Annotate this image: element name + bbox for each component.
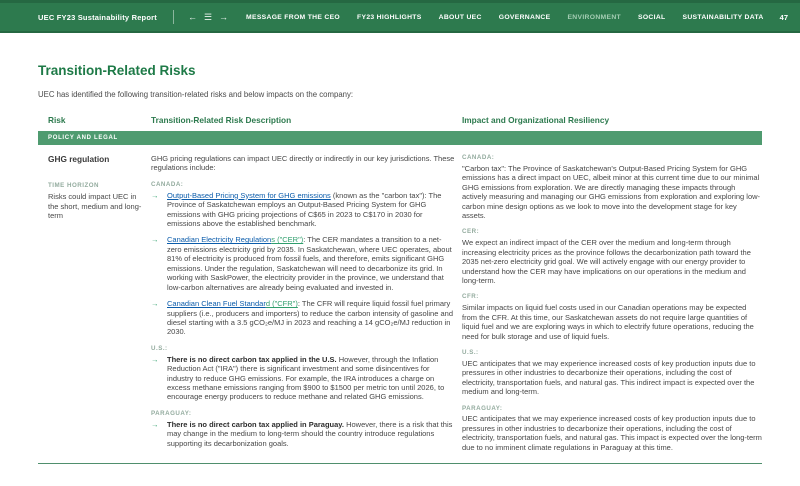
page-title: Transition-Related Risks [38,63,196,78]
report-title: UEC FY23 Sustainability Report [38,12,157,22]
bullet-text [167,191,456,229]
transition-risks-table [38,115,762,464]
bullet-body: (known as the "carbon tax"): The Province of Saskatchewan employs an Output-Based Pricing System for GHG emissions with GHG pricing projections of C$65 in 2023 to C$170 in 2030 for emissions above the established benchmark. [167,190,442,228]
jurisdiction-label-us: U.S.: [151,344,168,352]
list-item [151,235,456,292]
category-banner-label: POLICY AND LEGAL [48,135,118,141]
bullet-body: : The CER mandates a transition to a net-zero emissions electricity grid by 2035. In Saskatchewan, where UEC operates, about 81% of electricity is produced from fossil fuels, and therefore, emits significant GHG emissions. Under the regulation, Saskatchewan will need to decarbonize its grid. In working with SaskPower, the electricity provider in the province, we understand that low-carbon alternatives are already being evaluated and invested in. [167,235,452,292]
impact-canada: "Carbon tax": The Province of Saskatchewan's Output-Based Pricing System for GHG emissions has a direct impact on UEC, albeit minor at this current time due to our minimal GHG emissions from exploration. We are directly managing these impacts through actively measuring and managing our GHG emissions from exploration and exploring low-carbon mine design options as we look to move into the development stage for key assets. [462,163,761,220]
table-bottom-border [38,463,762,464]
bullet-text [167,299,456,337]
risk-column [38,154,145,459]
bullet-arrow-icon: → [151,354,159,364]
menu-icon[interactable]: ☰ [203,11,213,22]
nav-item-environment[interactable]: ENVIRONMENT [567,13,621,21]
nav-item-about-uec[interactable]: ABOUT UEC [438,13,482,21]
impact-paraguay: UEC anticipates that we may experience increased costs of key production inputs due to pressures in other industries to decarbonize their operations, including the cost of electricity, transportation fuels, and natural gas. This impact is expected over the long-term due to no imminent climate regulations in Paraguay at this time. [462,414,762,452]
bullet-lead: There is no direct carbon tax applied in the U.S. [167,354,337,364]
bullet-body: : The CFR will require liquid fossil fuel primary suppliers (i.e., producers and importers) to reduce the carbon intensity of gasoline and diesel starting with a 3.5 gCO₂e/MJ in 2023 and reaching a 14 gCO₂e/MJ reduction in 2030. [167,299,453,337]
list-item [151,299,456,337]
list-item [151,355,456,402]
column-header-description: Transition-Related Risk Description [151,115,292,125]
bullet-lead: There is no direct carbon tax applied in Paraguay. [167,419,344,429]
nav-item-fy23-highlights[interactable]: FY23 HIGHLIGHTS [357,13,422,21]
description-column [151,154,456,459]
bullet-body: However, there is a risk that this may change in the medium to long-term should the country introduce regulations supporting its decarbonization goals. [167,419,453,448]
bullet-text [167,355,456,402]
impact-us: UEC anticipates that we may experience increased costs of key production inputs due to pressures in other industries to decarbonize their operations, including the cost of electricity, transportation fuels, and natural gas. This indirect impact is expected over the medium and long-term. [462,358,756,397]
header-divider [173,10,174,24]
back-arrow-icon[interactable]: ← [187,11,197,22]
bullet-arrow-icon: → [151,235,159,245]
cfr-link[interactable]: Canadian Clean Fuel Standar [167,299,266,309]
table-header-row [38,115,762,125]
jurisdiction-label-canada: CANADA: [151,180,184,188]
risk-name: GHG regulation [48,154,110,164]
main-nav [246,14,764,21]
bullet-text [167,420,456,448]
bullet-arrow-icon: → [151,190,159,200]
impact-label-cer: CER: [462,228,480,236]
bullet-arrow-icon: → [151,419,159,429]
category-banner [38,131,762,145]
list-item [151,420,456,448]
time-horizon-text: Risks could impact UEC in the short, medium and long-term [48,192,142,221]
impact-column [462,154,762,459]
page-intro: UEC has identified the following transition-related risks and below impacts on the company: [38,90,354,99]
nav-arrow-group [188,13,228,22]
top-nav-bar [0,0,800,33]
nav-item-governance[interactable]: GOVERNANCE [498,13,551,21]
column-header-impact: Impact and Organizational Resiliency [462,115,610,125]
nav-item-social[interactable]: SOCIAL [638,13,666,21]
page-number: 47 [779,12,788,22]
bullet-arrow-icon: → [151,299,159,309]
jurisdiction-label-paraguay: PARAGUAY: [151,409,192,417]
list-item [151,191,456,229]
impact-label-cfr: CFR: [462,293,479,301]
time-horizon-label: TIME HORIZON [48,182,100,190]
impact-cer: We expect an indirect impact of the CER over the medium and long-term through increasing electricity prices as the province follows the decarbonization path toward the 2035 net-zero electricity grid goal. We will actively engage with our energy provider to understand how the CER may have implications on our operations in the medium and long-term. [462,238,751,285]
obps-link[interactable]: Output-Based Pricing System for GHG emissions [167,190,331,200]
nav-item-message-from-the-ceo[interactable]: MESSAGE FROM THE CEO [246,13,341,21]
forward-arrow-icon[interactable]: → [219,11,229,22]
description-intro: GHG pricing regulations can impact UEC directly or indirectly in our key jurisdictions. These regulations include: [151,154,455,173]
table-row [38,154,762,459]
nav-item-sustainability-data[interactable]: SUSTAINABILITY DATA [682,13,764,21]
page-content [0,33,800,464]
impact-label-us: U.S.: [462,349,479,356]
impact-label-paraguay: PARAGUAY: [462,404,503,412]
bullet-body: However, through the Inflation Reduction Act ("IRA") there is significant investment and some disincentives for industry to reduce GHG emissions. For example, the IRA introduces a charge on excess methane emissions ranging from $900 to $1500 per metric ton until 2026, to encourage energy producers to reduce methane and related GHG emissions. [167,354,445,402]
cer-link-suffix[interactable]: s ("CER") [271,235,304,245]
impact-cfr: Similar impacts on liquid fuel costs used in our Canadian operations may be expected from the CFR. At this time, our Saskatchewan assets do not require large quantities of liquid fuel and we are exploring ways in which to electrify future operations, reducing the need for bulk storage and use of liquid fuels. [462,303,754,341]
bullet-text [167,235,456,292]
impact-label-canada: CANADA: [462,154,495,161]
cfr-link-suffix[interactable]: d ("CFR") [265,299,298,309]
column-header-risk: Risk [48,115,66,125]
cer-link[interactable]: Canadian Electricity Regulation [167,235,272,245]
